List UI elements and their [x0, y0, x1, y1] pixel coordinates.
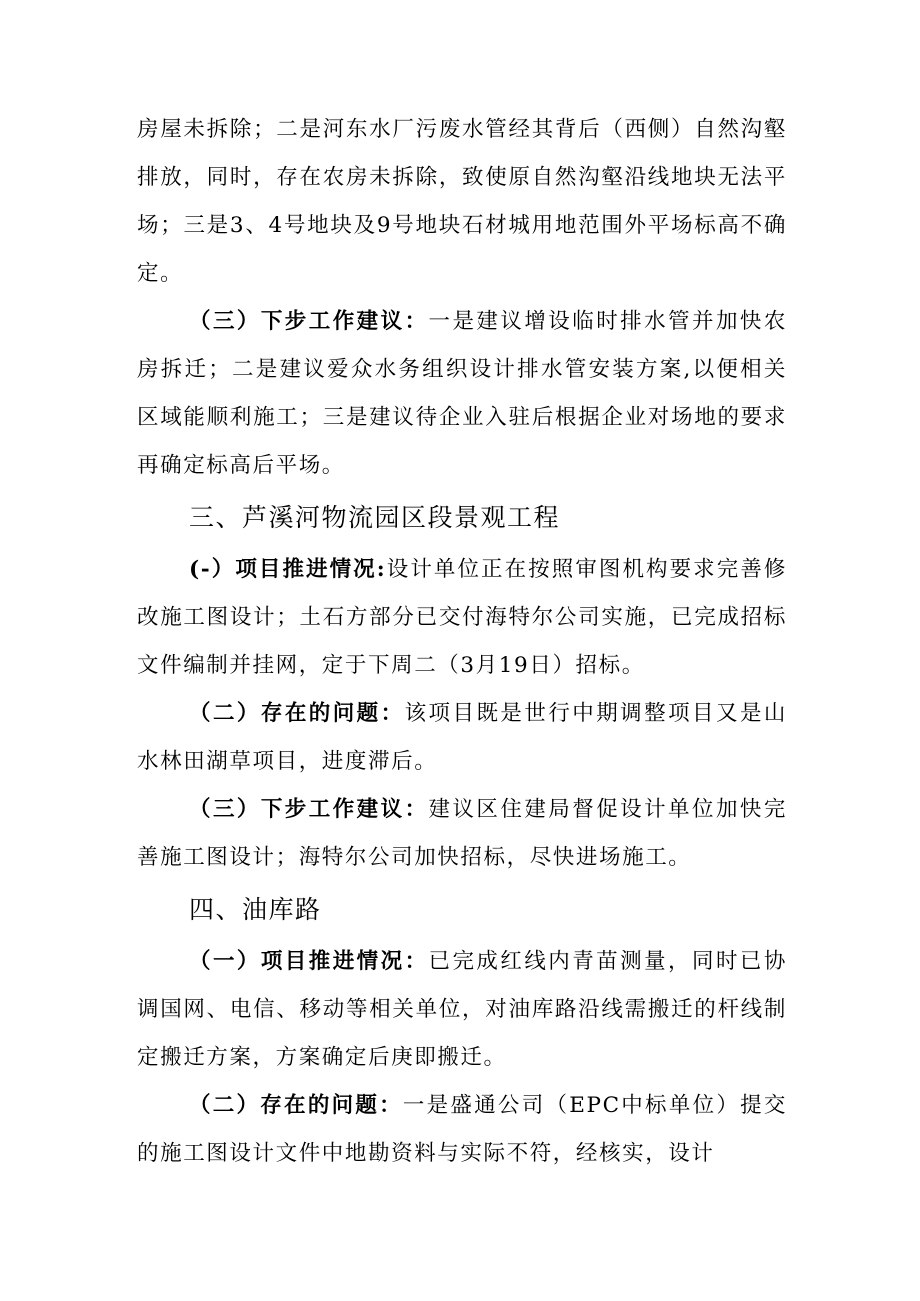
paragraph-continuation: 房屋未拆除；二是河东水厂污废水管经其背后（西侧）自然沟壑排放，同时，存在农房未拆除，致使原自然沟壑沿线地块无法平场；三是3、4号地块及9号地块石材城用地范围外平场标高不确定。	[137, 117, 787, 286]
item-text: 设计单位正在按照审图机构要求完善修改施工图设计；土石方部分已交付海特尔公司实施，已完成招标文件编制并挂网，定于下周二（3月19日）招标。	[137, 557, 787, 678]
section4-item-progress	[137, 938, 787, 1082]
item-text: 已完成红线内青苗测量，同时已协调国网、电信、移动等相关单位，对油库路沿线需搬迁的杆线制定搬迁方案，方案确定后庚即搬迁。	[137, 949, 787, 1070]
item-label: （一）项目推进情况：	[189, 949, 429, 974]
section-heading-4: 四、油库路	[189, 895, 322, 924]
section3-item-progress	[137, 546, 787, 690]
document-page	[137, 106, 787, 1178]
item-label: （二）存在的问题：	[189, 701, 405, 726]
paragraph-next-step-suggestions	[137, 298, 787, 490]
item-label: (-）项目推进情况:	[189, 557, 387, 582]
section-heading-3: 三、芦溪河物流园区段景观工程	[189, 503, 561, 532]
item-text: 一是盛通公司（EPC中标单位）提交的施工图设计文件中地勘资料与实际不符，经核实，设计	[137, 1093, 787, 1166]
item-text: 建议区住建局督促设计单位加快完善施工图设计；海特尔公司加快招标，尽快进场施工。	[137, 797, 787, 870]
section3-item-problems	[137, 690, 787, 786]
paragraph-label: （三）下步工作建议：	[189, 309, 429, 334]
item-label: （三）下步工作建议：	[189, 797, 429, 822]
section4-item-problems	[137, 1082, 787, 1178]
section3-item-suggestions	[137, 786, 787, 882]
item-label: （二）存在的问题：	[189, 1093, 403, 1118]
paragraph-text: 一是建议增设临时排水管并加快农房拆迁；二是建议爱众水务组织设计排水管安装方案,以便相关区域能顺利施工；三是建议待企业入驻后根据企业对场地的要求再确定标高后平场。	[137, 309, 787, 478]
item-text: 该项目既是世行中期调整项目又是山水林田湖草项目，进度滞后。	[137, 701, 787, 774]
